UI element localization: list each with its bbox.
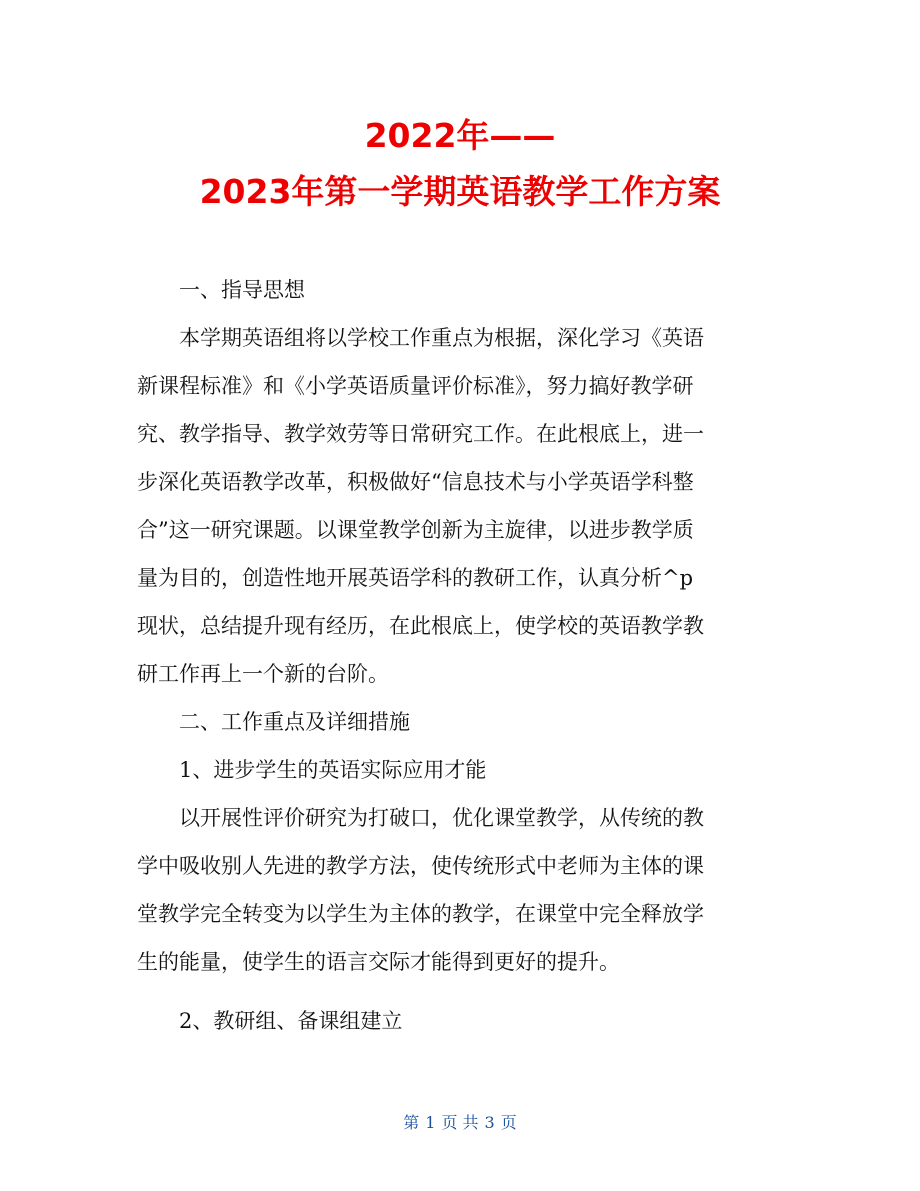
section-heading: 二、工作重点及详细措施 <box>179 710 410 734</box>
page-footer <box>0 1110 920 1133</box>
paragraph-line: 步深化英语教学改革，积极做好“信息技术与小学英语学科整 <box>137 470 694 494</box>
paragraph-line: 堂教学完全转变为以学生为主体的教学，在课堂中完全释放学 <box>137 902 704 926</box>
paragraph-line: 新课程标准》和《小学英语质量评价标准》，努力搞好教学研 <box>137 374 694 398</box>
footer-current-page: 1 <box>425 1113 436 1132</box>
document-title-line-2: 2023年第一学期英语教学工作方案 <box>199 172 721 211</box>
footer-mid: 页 共 <box>441 1113 479 1132</box>
paragraph-line: 合”这一研究课题。以课堂教学创新为主旋律，以进步教学质 <box>137 518 694 542</box>
footer-prefix: 第 <box>403 1113 420 1132</box>
document-title-line-1: 2022年—— <box>364 116 556 155</box>
paragraph-line: 学中吸收别人先进的教学方法，使传统形式中老师为主体的课 <box>137 854 704 878</box>
paragraph-line: 现状，总结提升现有经历，在此根底上，使学校的英语教学教 <box>137 614 704 638</box>
paragraph-line: 本学期英语组将以学校工作重点为根据，深化学习《英语 <box>179 326 704 350</box>
subsection-heading: 2、教研组、备课组建立 <box>179 1009 403 1033</box>
paragraph-line: 生的能量，使学生的语言交际才能得到更好的提升。 <box>137 950 620 974</box>
section-heading: 一、指导思想 <box>179 278 305 302</box>
paragraph-gap <box>137 986 789 997</box>
document-body <box>137 266 789 1045</box>
footer-suffix: 页 <box>500 1113 517 1132</box>
subsection-heading: 1、进步学生的英语实际应用才能 <box>179 758 487 782</box>
paragraph-line: 研工作再上一个新的台阶。 <box>137 662 389 686</box>
paragraph-line: 究、教学指导、教学效劳等日常研究工作。在此根底上，进一 <box>137 422 704 446</box>
footer-total-pages: 3 <box>484 1113 495 1132</box>
paragraph-line: 以开展性评价研究为打破口，优化课堂教学，从传统的教 <box>179 806 704 830</box>
paragraph-line: 量为目的，创造性地开展英语学科的教研工作，认真分析^p <box>137 566 694 590</box>
